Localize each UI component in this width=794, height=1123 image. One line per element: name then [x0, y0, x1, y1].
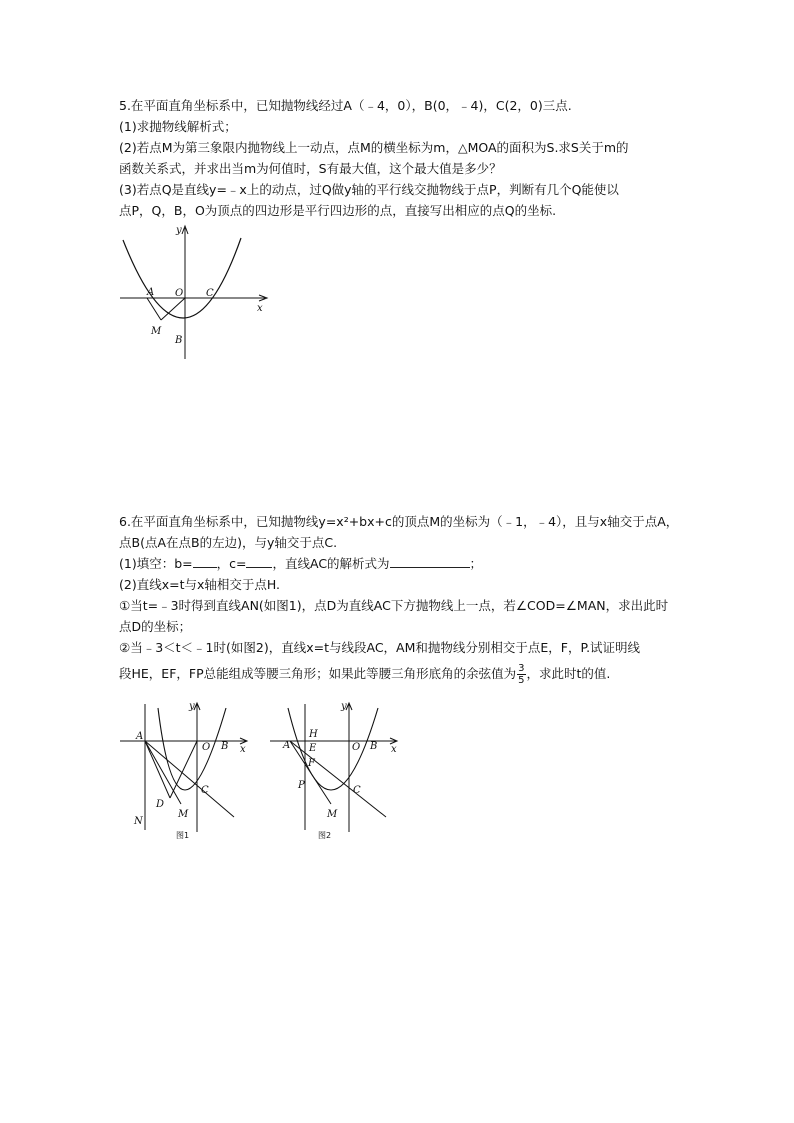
problem-6-part-1-line-2: 点D的坐标；: [119, 619, 192, 634]
q1-text-b: (1)填空：b=: [119, 556, 193, 571]
label-C: C: [353, 785, 361, 796]
problem-6-question-2: (2)直线x=t与x轴相交于点H.: [119, 577, 281, 592]
label-O: O: [175, 288, 184, 299]
problem-6-part-1-line-1: ①当t=﹣3时得到直线AN(如图1)，点D为直线AC下方抛物线上一点，若∠COD=∠MAN，求出此时: [119, 598, 669, 613]
q1-text-end: ；: [469, 556, 483, 571]
problem-6-stem-line-2: 点B(点A在点B的左边)，与y轴交于点C.: [119, 535, 338, 550]
q1-text-c: ，c=: [216, 556, 247, 571]
parabola: [288, 708, 378, 790]
blank-b[interactable]: [193, 553, 217, 568]
label-M: M: [178, 809, 189, 820]
label-A: A: [283, 740, 291, 751]
label-A: A: [147, 287, 155, 298]
part-2-text-end: ，求此时t的值.: [526, 666, 611, 681]
line-AC: [290, 741, 386, 817]
label-D: D: [156, 799, 165, 810]
problem-6: [119, 511, 699, 690]
problem-5-question-2-line-2: 函数关系式，并求出当m为何值时，S有最大值，这个最大值是多少？: [119, 161, 502, 176]
fraction-3-5: [517, 663, 525, 686]
label-y: y: [341, 701, 347, 712]
problem-5-question-2-line-1: (2)若点M为第三象限内抛物线上一动点，点M的横坐标为m，△MOA的面积为S.求S关于m的: [119, 140, 629, 155]
segment-AM: [145, 741, 181, 804]
label-O: O: [202, 742, 211, 753]
label-x: x: [257, 303, 263, 314]
label-y: y: [176, 225, 182, 236]
label-O: O: [352, 742, 361, 753]
label-M: M: [327, 809, 338, 820]
parabola: [158, 708, 229, 790]
segment-OM: [161, 298, 185, 320]
label-y: y: [189, 701, 195, 712]
label-B: B: [221, 741, 229, 752]
parabola: [123, 238, 241, 318]
label-x: x: [391, 744, 397, 755]
segment-AM: [147, 298, 161, 320]
segment-AD: [145, 741, 170, 798]
problem-6-part-2-line-2: [119, 658, 699, 690]
problem-6-stem-line-1: 6.在平面直角坐标系中，已知抛物线y=x²+bx+c的顶点M的坐标为（﹣1，﹣4），且与x轴交于点A，: [119, 514, 679, 529]
problem-5-question-3-line-1: (3)若点Q是直线y=﹣x上的动点，过Q做y轴的平行线交抛物线于点P，判断有几个Q能使以: [119, 182, 619, 197]
label-E: E: [309, 743, 317, 754]
label-x: x: [240, 744, 246, 755]
label-A: A: [136, 731, 144, 742]
problem-5-question-3-line-2: 点P，Q，B，O为顶点的四边形是平行四边形的点，直接写出相应的点Q的坐标.: [119, 203, 557, 218]
q1-text-ac: ，直线AC的解析式为: [272, 556, 390, 571]
figure-2-caption: 图2: [318, 831, 332, 840]
blank-c[interactable]: [246, 553, 272, 568]
label-C: C: [206, 288, 214, 299]
blank-line-ac[interactable]: [390, 553, 470, 568]
fraction-denominator: 5: [518, 675, 525, 686]
problem-5-figure: [117, 222, 272, 362]
problem-6-figure-2: [268, 700, 403, 840]
problem-5: [119, 95, 699, 221]
part-2-text: 段HE，EF，FP总能组成等腰三角形；如果此等腰三角形底角的余弦值为: [119, 666, 517, 681]
label-B: B: [175, 335, 183, 346]
label-N: N: [134, 816, 143, 827]
problem-6-figure-1: [118, 700, 253, 840]
label-C: C: [201, 785, 209, 796]
label-F: F: [308, 758, 315, 769]
label-B: B: [370, 741, 378, 752]
problem-5-stem: 5.在平面直角坐标系中，已知抛物线经过A（﹣4，0），B(0，﹣4)，C(2，0)三点.: [119, 98, 572, 113]
label-H: H: [309, 729, 318, 740]
problem-5-question-1: (1)求抛物线解析式；: [119, 119, 237, 134]
problem-6-part-2-line-1: ②当﹣3＜t＜﹣1时(如图2)，直线x=t与线段AC，AM和抛物线分别相交于点E，F，P.试证明线: [119, 640, 641, 655]
label-P: P: [298, 780, 305, 791]
label-M: M: [151, 326, 162, 337]
fraction-numerator: 3: [518, 663, 525, 674]
figure-1-caption: 图1: [176, 831, 190, 840]
problem-6-question-1: [119, 553, 699, 574]
